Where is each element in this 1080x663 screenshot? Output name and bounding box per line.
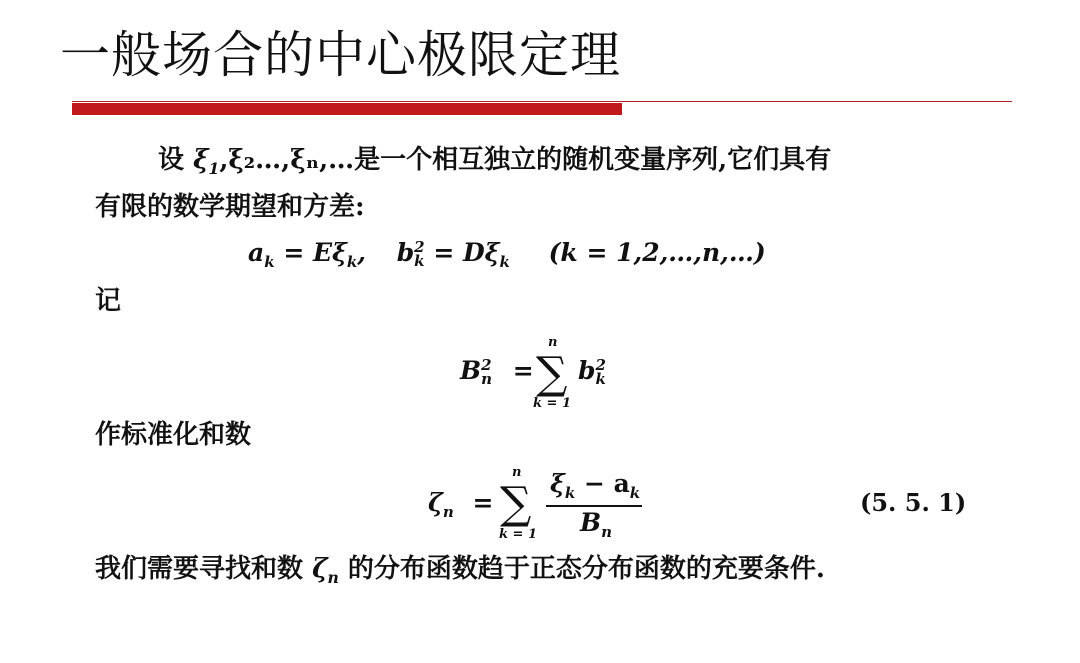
zeta-numerator (550, 469, 640, 502)
zeta-sum-upper: n (512, 465, 522, 480)
fraction-bar (546, 505, 642, 507)
formula-separator: , (357, 238, 366, 267)
denominator-B: B (580, 508, 602, 537)
Bn-term-subscript: k (595, 369, 606, 388)
conclusion-zeta (312, 554, 339, 588)
conclusion-line (95, 554, 825, 588)
formula-zeta-lhs (428, 488, 493, 521)
zeta-denominator (580, 508, 612, 541)
bk-variance: = Dξ (433, 238, 500, 267)
label-standardize: 作标准化和数 (95, 420, 252, 450)
Bn-term-superscript: 2 (595, 356, 606, 374)
paragraph1-line2: 有限的数学期望和方差: (95, 192, 365, 222)
numerator-minus-a: − a (583, 469, 630, 498)
conclusion-zeta-subscript: n (327, 568, 339, 588)
ak-symbol: a (248, 238, 265, 267)
index-range: (k = 1,2,…,n,…) (548, 238, 766, 267)
zeta-symbol: ζ (428, 488, 443, 517)
sequence-terms: ,ξ₂…,ξₙ,… (219, 145, 355, 175)
Bn-subscript: n (481, 369, 493, 388)
formula-ak-bk (248, 238, 766, 271)
zeta-sum-symbol: ∑ (500, 478, 532, 529)
numerator-xi-subscript: k (564, 484, 576, 502)
bk-variance-subscript: k (499, 253, 510, 271)
Bn-term-symbol: b (578, 356, 596, 385)
zeta-sum-lower: k = 1 (499, 527, 537, 542)
conclusion-suffix: 的分布函数趋于正态分布函数的充要条件. (338, 554, 825, 584)
Bn-equals: = (512, 356, 534, 385)
denominator-subscript: n (601, 523, 613, 541)
Bn-sum-lower: k = 1 (533, 396, 571, 411)
formula-Bn-lhs (460, 356, 534, 386)
numerator-xi: ξ (550, 469, 565, 498)
title-underline-bar (72, 103, 622, 115)
bk-superscript: 2 (414, 238, 425, 256)
formula-Bn-term (578, 356, 606, 386)
Bn-sum-upper: n (548, 335, 558, 350)
Bn-symbol: B (460, 356, 482, 385)
label-ji: 记 (95, 286, 122, 316)
conclusion-zeta-symbol: ζ (312, 554, 328, 584)
paragraph1-prefix: 设 (158, 145, 194, 175)
ak-expectation-subscript: k (346, 253, 358, 271)
Bn-sum-symbol: ∑ (536, 348, 568, 399)
zeta-equals: = (472, 488, 494, 517)
title-underline-thin (72, 101, 1012, 102)
conclusion-prefix: 我们需要寻找和数 (95, 554, 313, 584)
bk-symbol: b (396, 238, 415, 267)
paragraph1-line1 (158, 145, 831, 179)
bk-subscript: k (414, 251, 425, 270)
xi1-symbol: $\xi_1$ (193, 145, 220, 179)
equation-number: (5. 5. 1) (860, 488, 967, 517)
page-title: 一般场合的中心极限定理 (60, 26, 621, 84)
ak-expectation: = Eξ (283, 238, 347, 267)
ak-subscript: k (264, 253, 275, 271)
zeta-subscript: n (442, 503, 454, 521)
numerator-a-subscript: k (629, 484, 641, 502)
paragraph1-line1-text: 是一个相互独立的随机变量序列,它们具有 (354, 145, 832, 175)
Bn-superscript: 2 (481, 356, 492, 374)
